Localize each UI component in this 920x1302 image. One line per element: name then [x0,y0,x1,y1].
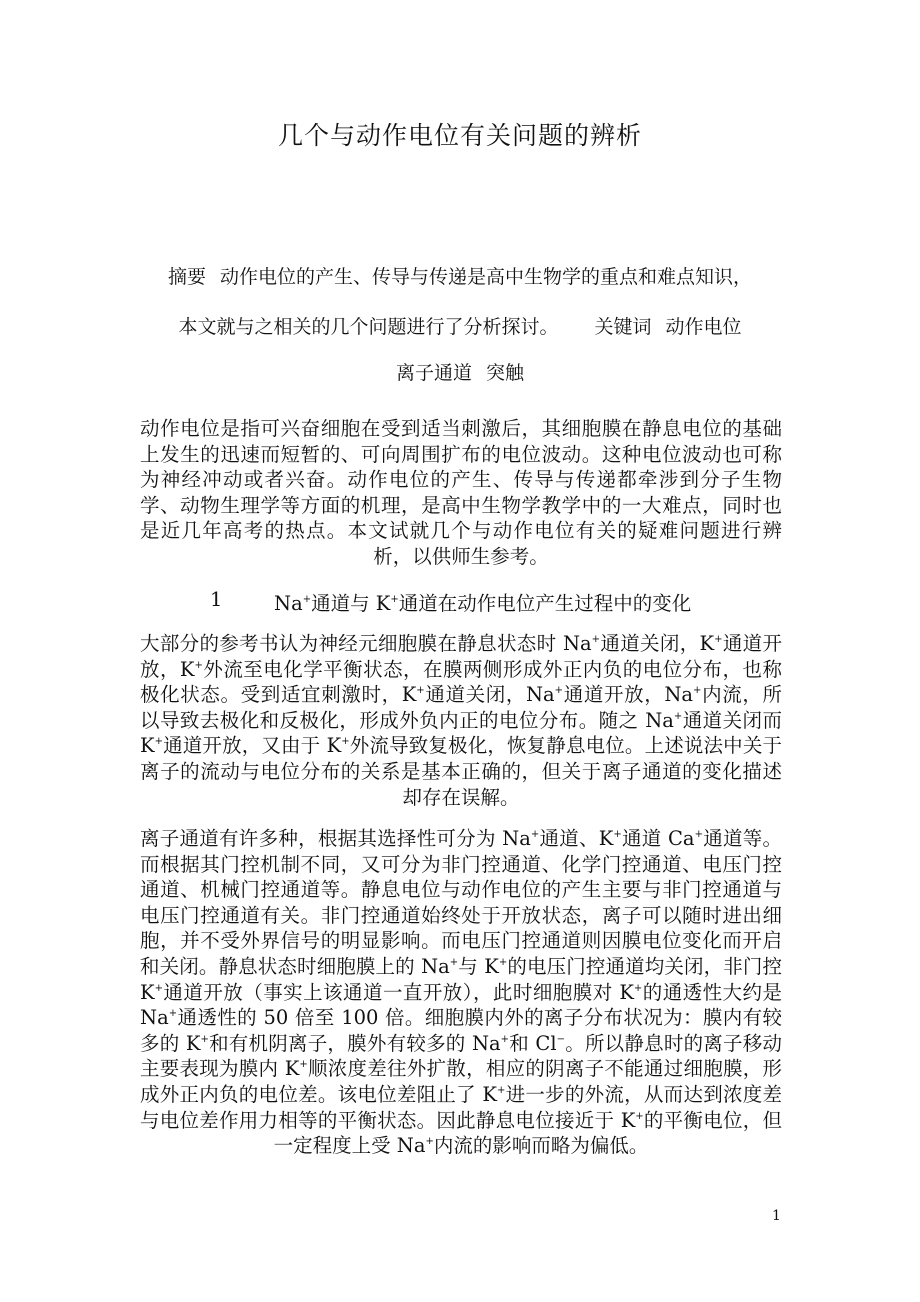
paragraph-ion-channel-types: 离子通道有许多种，根据其选择性可分为 Na+通道、K+通道 Ca+通道等。而根据其门控机制不同，又可分为非门控通道、化学门控通道、电压门控通道、机械门控通道等。静息电位与动作电位的产生主要与非门控通道与电压门控通道有关。非门控通道始终处于开放状态，离子可以随时进出细胞，并不受外界信号的明显影响。而电压门控通道则因膜电位变化而开启和关闭。静息状态时细胞膜上的 Na+与 K+的电压门控通道均关闭，非门控 K+通道开放（事实上该通道一直开放），此时细胞膜对 K+的通透性大约是 Na+通透性的 50 倍至 100 倍。细胞膜内外的离子分布状况为：膜内有较多的 K+和有机阴离子，膜外有较多的 Na+和 Cl−。所以静息时的离子移动主要表现为膜内 K+顺浓度差往外扩散，相应的阴离子不能通过细胞膜，形成外正内负的电位差。该电位差阻止了 K+进一步的外流，从而达到浓度差与电位差作用力相等的平衡状态。因此静息电位接近于 K+的平衡电位，但一定程度上受 Na+内流的影响而略为偏低。 [140,827,782,1158]
abstract-text-1: 动作电位的产生、传导与传递是高中生物学的重点和难点知识， [220,266,753,288]
superscript-charge: + [635,1110,644,1122]
abstract-text-2: 本文就与之相关的几个问题进行了分析探讨。 [178,316,559,338]
superscript-charge: + [693,685,702,697]
keyword-3: 突触 [486,362,525,384]
section-title: Na+通道与 K+通道在动作电位产生过程中的变化 [274,592,692,615]
superscript-charge: + [498,956,508,968]
abstract-line-2 [0,312,920,339]
superscript-charge: + [194,659,203,671]
superscript-charge: + [673,710,683,722]
superscript-charge: + [500,1033,510,1045]
superscript-charge: + [416,685,425,697]
superscript-charge: + [200,1033,209,1045]
superscript-charge: + [154,982,163,994]
superscript-charge: + [168,1008,178,1020]
superscript-charge: + [299,1059,308,1071]
page-number: 1 [772,1208,781,1224]
abstract-line-1 [0,262,920,289]
intro-paragraph: 动作电位是指可兴奋细胞在受到适当刺激后，其细胞膜在静息电位的基础上发生的迅速而短暂的、可向周围扩布的电位波动。这种电位波动也可称为神经冲动或者兴奋。动作电位的产生、传导与传递都牵涉到分子生物学、动物生理学等方面的机理，是高中生物学教学中的一大难点，同时也是近几年高考的热点。本文试就几个与动作电位有关的疑难问题进行辨析，以供师生参考。 [140,417,782,568]
keyword-2: 离子通道 [395,362,472,384]
superscript-charge: + [714,634,723,645]
superscript-charge: + [496,1084,506,1096]
superscript-charge: + [449,956,459,968]
superscript-charge: − [556,1033,565,1045]
paragraph-ion-channels-misconception: 大部分的参考书认为神经元细胞膜在静息状态时 Na+通道关闭，K+通道开放，K+外流至电化学平衡状态，在膜两侧形成外正内负的电位分布，也称极化状态。受到适宜刺激时，K+通道关闭，Na+通道开放，Na+内流，所以导致去极化和反极化，形成外负内正的电位分布。随之 Na+通道关闭而 K+通道开放，又由于 K+外流导致复极化，恢复静息电位。上述说法中关于离子的流动与电位分布的关系是基本正确的，但关于离子通道的变化描述却存在误解。 [140,632,782,809]
section-number: 1 [210,588,223,611]
superscript-charge: + [554,685,564,697]
superscript-charge: + [530,829,540,840]
keywords-label: 关键词 [594,316,652,338]
document-title: 几个与动作电位有关问题的辨析 [277,121,642,150]
superscript-charge: + [694,829,703,840]
superscript-charge: + [613,829,622,840]
keyword-1: 动作电位 [665,316,742,338]
superscript-charge: + [390,594,399,605]
superscript-charge: + [302,594,312,605]
superscript-charge: + [154,736,163,748]
abstract-line-3 [0,358,920,385]
abstract-label: 摘要 [167,266,206,288]
superscript-charge: + [633,982,643,994]
superscript-charge: + [341,736,350,748]
superscript-charge: + [591,634,601,645]
superscript-charge: + [425,1136,434,1148]
